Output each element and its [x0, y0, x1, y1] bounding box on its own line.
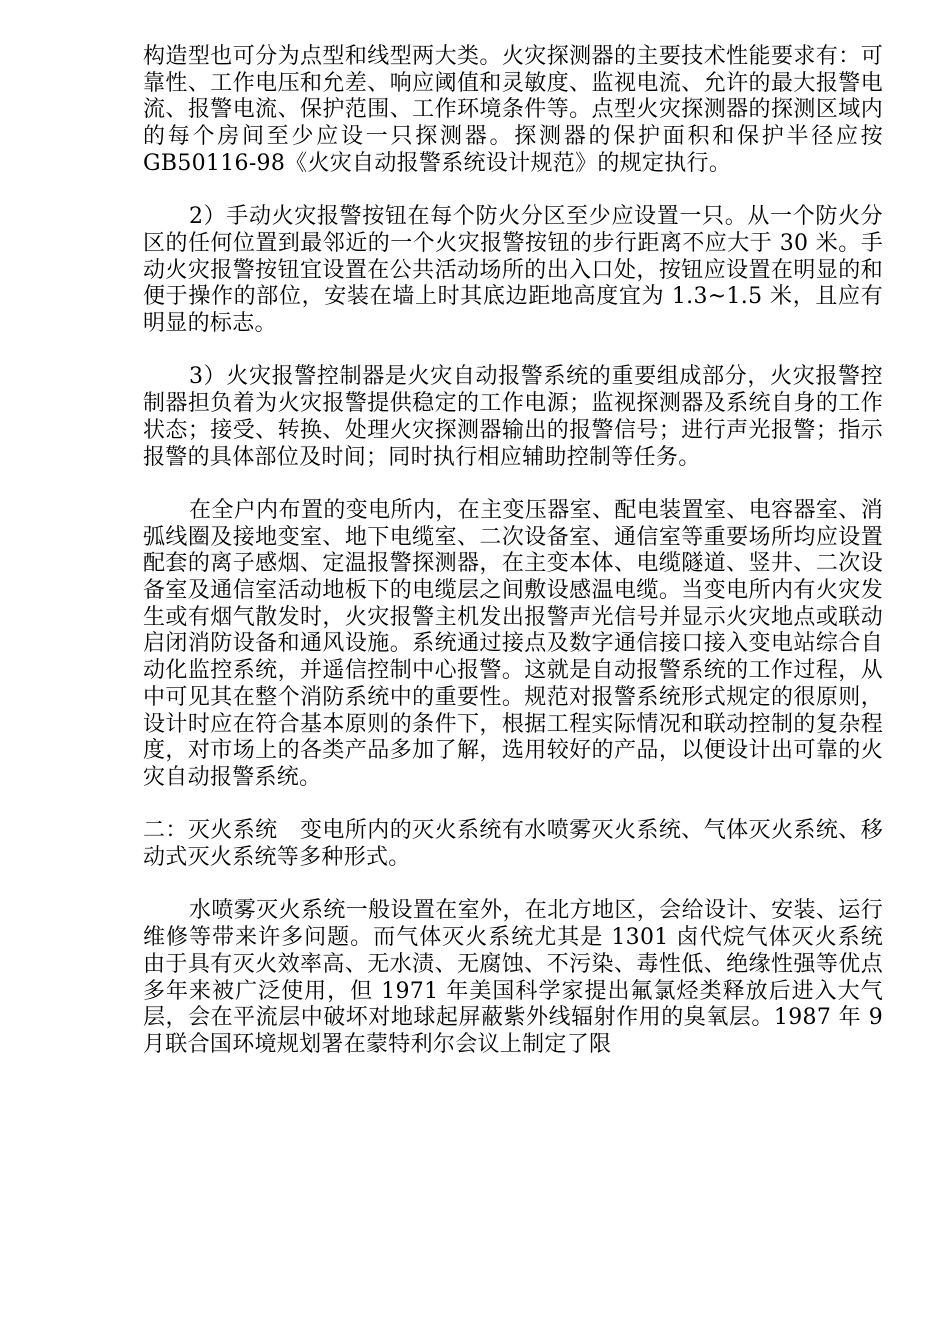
paragraph-substation-detection: 在全户内布置的变电所内，在主变压器室、配电装置室、电容器室、消弧线圈及接地变室、地下电缆室、二次设备室、通信室等重要场所均应设置配套的离子感烟、定温报警探测器，在主变本体、电缆隧道、竖井、二次设备室及通信室活动地板下的电缆层之间敷设感温电缆。当变电所内有火灾发生或有烟气散发时，火灾报警主机发出报警声光信号并显示火灾地点或联动启闭消防设备和通风设施。系统通过接点及数字通信接口接入变电站综合自动化监控系统，并遥信控制中心报警。这就是自动报警系统的工作过程，从中可见其在整个消防系统中的重要性。规范对报警系统形式规定的很原则，设计时应在符合基本原则的条件下，根据工程实际情况和联动控制的复杂程度，对市场上的各类产品多加了解，选用较好的产品，以便设计出可靠的火灾自动报警系统。 — [143, 497, 883, 790]
document-page — [143, 44, 883, 1085]
paragraph-detector-requirements: 构造型也可分为点型和线型两大类。火灾探测器的主要技术性能要求有：可靠性、工作电压和允差、响应阈值和灵敏度、监视电流、允许的最大报警电流、报警电流、保护范围、工作环境条件等。点型火灾探测器的探测区域内的每个房间至少应设一只探测器。探测器的保护面积和保护半径应按 GB50116-98《火灾自动报警系统设计规范》的规定执行。 — [143, 44, 883, 176]
paragraph-manual-alarm-button: 2）手动火灾报警按钮在每个防火分区至少应设置一只。从一个防火分区的任何位置到最邻近的一个火灾报警按钮的步行距离不应大于 30 米。手动火灾报警按钮宜设置在公共活动场所的出入口处，按钮应设置在明显的和便于操作的部位，安装在墙上时其底边距地高度宜为 1.3~1.5 米，且应有明显的标志。 — [143, 204, 883, 337]
section-heading-extinguishing-system: 二：灭火系统 变电所内的灭火系统有水喷雾灭火系统、气体灭火系统、移动式灭火系统等多种形式。 — [143, 818, 883, 871]
paragraph-water-mist-and-gas: 水喷雾灭火系统一般设置在室外，在北方地区，会给设计、安装、运行维修等带来许多问题。而气体灭火系统尤其是 1301 卤代烷气体灭火系统由于具有灭火效率高、无水渍、无腐蚀、不污染、毒性低、绝缘性强等优点多年来被广泛使用，但 1971 年美国科学家提出氟氯烃类释放后进入大气层，会在平流层中破坏对地球起屏蔽紫外线辐射作用的臭氧层。1987 年 9 月联合国环境规划署在蒙特利尔会议上制定了限 — [143, 898, 883, 1057]
paragraph-alarm-controller: 3）火灾报警控制器是火灾自动报警系统的重要组成部分，火灾报警控制器担负着为火灾报警提供稳定的工作电源；监视探测器及系统自身的工作状态；接受、转换、处理火灾探测器输出的报警信号；进行声光报警；指示报警的具体部位及时间；同时执行相应辅助控制等任务。 — [143, 364, 883, 470]
